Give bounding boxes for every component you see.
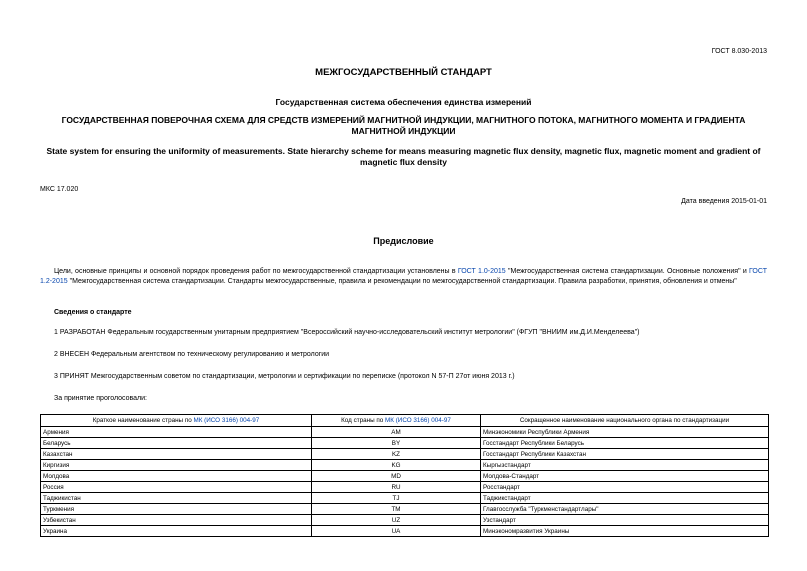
column-header-code (312, 415, 481, 427)
preface-text-3: "Межгосударственная система стандартизации. Стандарты межгосударственные, правила и рекомендации по межгосударственной стандартизации. Правила разработки, принятия, обновления и отмены" (67, 278, 737, 285)
adopted-by-item: 3 ПРИНЯТ Межгосударственным советом по стандартизации, метрологии и сертификации по переписке (протокол N 57-П 27от июня 2013 г.) (54, 373, 515, 380)
column-header-standards-body: Сокращенное наименование национального органа по стандартизации (481, 415, 769, 427)
column-header-country-text: Краткое наименование страны по (92, 417, 194, 424)
standards-body-cell: Росстандарт (481, 482, 769, 493)
mk-iso-3166-link[interactable]: МК (ИСО 3166) 004-97 (385, 417, 451, 424)
table-row (41, 471, 769, 482)
country-cell: Таджикистан (41, 493, 312, 504)
english-title: State system for ensuring the uniformity of measurements. State hierarchy scheme for means measuring magnetic flux density, magnetic flux, magnetic moment and gradient of magnetic flux density (46, 146, 761, 167)
code-cell: KG (312, 460, 481, 471)
mks-code: МКС 17.020 (40, 186, 79, 193)
gost-1-2-link[interactable]: ГОСТ 1.2-2015 (40, 268, 767, 285)
developed-by-item: 1 РАЗРАБОТАН Федеральным государственным унитарным предприятием "Всероссийский научно-исследовательский институт метрологии" (ФГУП "ВНИИМ им.Д.И.Менделеева") (54, 329, 640, 336)
code-cell: MD (312, 471, 481, 482)
country-cell: Украина (41, 526, 312, 537)
country-cell: Молдова (41, 471, 312, 482)
document-code: ГОСТ 8.030-2013 (711, 48, 767, 55)
standards-body-cell: Минэкономразвития Украины (481, 526, 769, 537)
country-cell: Армения (41, 427, 312, 438)
table-row (41, 438, 769, 449)
mk-iso-3166-link[interactable]: МК (ИСО 3166) 004-97 (193, 417, 260, 424)
code-cell: KZ (312, 449, 481, 460)
preface-text-2: "Межгосударственная система стандартизации. Основные положения" и (505, 268, 750, 275)
preface-text-1: Цели, основные принципы и основной порядок проведения работ по межгосударственной стандартизации установлены в (54, 268, 458, 275)
table-row (41, 449, 769, 460)
table-row (41, 493, 769, 504)
standards-body-cell: Главгосслужба "Туркменстандартлары" (481, 504, 769, 515)
country-cell: Казахстан (41, 449, 312, 460)
voted-for-label: За принятие проголосовали: (54, 395, 147, 402)
standards-body-cell: Молдова-Стандарт (481, 471, 769, 482)
code-cell: AM (312, 427, 481, 438)
gost-1-0-link[interactable]: ГОСТ 1.0-2015 (457, 268, 506, 275)
standards-body-cell: Таджикстандарт (481, 493, 769, 504)
column-header-country (41, 415, 312, 427)
column-header-code-text: Код страны по (341, 417, 386, 424)
preface-heading: Предисловие (373, 236, 434, 246)
preface-paragraph (40, 267, 767, 287)
country-cell: Киргизия (41, 460, 312, 471)
system-title: Государственная система обеспечения единства измерений (275, 97, 532, 107)
country-cell: Узбекистан (41, 515, 312, 526)
table-row (41, 427, 769, 438)
table-row (41, 460, 769, 471)
code-cell: BY (312, 438, 481, 449)
standards-body-cell: Кыргызстандарт (481, 460, 769, 471)
standards-body-cell: Госстандарт Республики Беларусь (481, 438, 769, 449)
standards-body-cell: Минэкономики Республики Армения (481, 427, 769, 438)
table-row (41, 526, 769, 537)
code-cell: RU (312, 482, 481, 493)
code-cell: TJ (312, 493, 481, 504)
country-cell: Туркмения (41, 504, 312, 515)
about-standard-heading: Сведения о стандарте (54, 309, 132, 316)
standards-body-cell: Госстандарт Республики Казахстан (481, 449, 769, 460)
code-cell: UZ (312, 515, 481, 526)
standard-type-heading: МЕЖГОСУДАРСТВЕННЫЙ СТАНДАРТ (315, 67, 492, 78)
table-row (41, 504, 769, 515)
document-title: ГОСУДАРСТВЕННАЯ ПОВЕРОЧНАЯ СХЕМА ДЛЯ СРЕДСТВ ИЗМЕРЕНИЙ МАГНИТНОЙ ИНДУКЦИИ, МАГНИТНОГО ПОТОКА, МАГНИТНОГО МОМЕНТА И ГРАДИЕНТА МАГНИТНОЙ ИНДУКЦИИ (61, 115, 746, 136)
code-cell: UA (312, 526, 481, 537)
table-row (41, 515, 769, 526)
code-cell: TM (312, 504, 481, 515)
effective-date: Дата введения 2015-01-01 (681, 198, 767, 205)
introduced-by-item: 2 ВНЕСЕН Федеральным агентством по техническому регулированию и метрологии (54, 351, 330, 358)
country-cell: Россия (41, 482, 312, 493)
standards-body-cell: Узстандарт (481, 515, 769, 526)
country-cell: Беларусь (41, 438, 312, 449)
voting-states-table (40, 414, 769, 537)
table-header-row (41, 415, 769, 427)
table-row (41, 482, 769, 493)
